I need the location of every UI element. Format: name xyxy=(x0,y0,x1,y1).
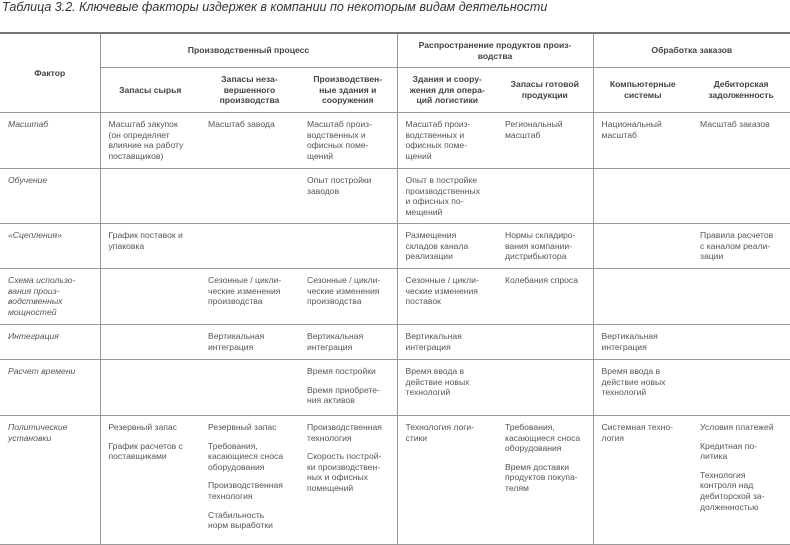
cell-paragraph: Время приобрете- ния активов xyxy=(307,384,380,406)
column-header: Компьютерные системы xyxy=(593,68,692,113)
table-row xyxy=(0,269,790,325)
table-cell xyxy=(397,169,497,224)
cell-paragraph: Резервный запас xyxy=(108,422,177,432)
factor-cell: Расчет времени xyxy=(0,360,100,416)
table-row xyxy=(0,325,790,360)
table-row xyxy=(0,416,790,545)
factor-cell: Схема использо- вания произ- водственных мощностей xyxy=(0,269,100,325)
table-cell xyxy=(692,269,790,325)
column-header: Здания и соору- жения для опера- ций логистики xyxy=(397,68,497,113)
table-cell xyxy=(497,224,593,269)
table-cell xyxy=(100,224,200,269)
table-cell xyxy=(299,325,397,360)
table-row xyxy=(0,224,790,269)
cell-paragraph: Производственная технология xyxy=(208,480,283,501)
cell-paragraph: График расчетов с поставщиками xyxy=(108,440,183,462)
table-cell xyxy=(497,416,593,545)
cell-paragraph: Опыт в постройке производственных и офисных по- мещений xyxy=(405,175,480,217)
cell-paragraph: Сезонные / цикли- ческие изменения производства xyxy=(208,275,282,307)
table-cell xyxy=(200,169,299,224)
cost-factors-table xyxy=(0,32,790,545)
table-cell xyxy=(593,224,692,269)
table-cell xyxy=(200,113,299,169)
cell-paragraph: Время доставки продуктов покупа- телям xyxy=(505,461,578,493)
table-cell xyxy=(100,416,200,545)
table-cell xyxy=(497,360,593,416)
cell-paragraph: Скорость построй- ки производствен- ных и офисных помещений xyxy=(307,451,382,493)
factor-header: Фактор xyxy=(0,33,100,113)
table-cell xyxy=(692,113,790,169)
table-cell xyxy=(200,360,299,416)
table-cell xyxy=(100,360,200,416)
cell-paragraph: Системная техно- логия xyxy=(601,422,674,443)
table-cell xyxy=(200,325,299,360)
cell-paragraph: Вертикальная интеграция xyxy=(208,331,265,352)
table-row xyxy=(0,169,790,224)
group-header-production: Производственный процесс xyxy=(100,33,397,68)
column-header: Дебиторская задолженность xyxy=(692,68,790,113)
column-header: Запасы готовой продукции xyxy=(497,68,593,113)
cell-paragraph: Масштаб произ- водственных и офисных поме- щений xyxy=(307,119,372,161)
cell-paragraph: Кредитная по- литика xyxy=(700,440,758,462)
table-cell xyxy=(397,269,497,325)
column-header-row xyxy=(0,68,790,113)
cell-paragraph: Масштаб закупок (он определяет влияние на работу поставщиков) xyxy=(108,119,184,161)
cell-paragraph: Технология контроля над дебиторской за- долженностью xyxy=(700,469,765,512)
column-header: Производствен- ные здания и сооружения xyxy=(299,68,397,113)
cell-paragraph: График поставок и упаковка xyxy=(108,230,183,251)
table-cell xyxy=(200,224,299,269)
cell-paragraph: Время ввода в действие новых технологий xyxy=(601,366,666,398)
group-header-row xyxy=(0,33,790,68)
cell-paragraph: Условия платежей xyxy=(700,422,774,432)
table-cell xyxy=(299,113,397,169)
cell-paragraph: Вертикальная интеграция xyxy=(405,331,462,352)
table-cell xyxy=(299,169,397,224)
cell-paragraph: Размещения складов канала реализации xyxy=(405,230,469,262)
table-cell xyxy=(593,113,692,169)
factor-cell: Масштаб xyxy=(0,113,100,169)
cell-paragraph: Правила расчетов с каналом реали- зации xyxy=(700,230,774,262)
table-cell xyxy=(497,269,593,325)
cell-paragraph: Требования, касающиеся сноса оборудования xyxy=(505,422,581,454)
table-cell xyxy=(299,360,397,416)
table-cell xyxy=(397,325,497,360)
table-cell xyxy=(692,224,790,269)
factor-cell: Политические установки xyxy=(0,416,100,545)
cell-paragraph: Национальный масштаб xyxy=(601,119,662,140)
table-cell xyxy=(299,224,397,269)
cell-paragraph: Резервный запас xyxy=(208,422,277,432)
cell-paragraph: Масштаб заказов xyxy=(700,119,770,129)
table-cell xyxy=(497,325,593,360)
table-cell xyxy=(593,169,692,224)
table-cell xyxy=(593,416,692,545)
cell-paragraph: Колебания спроса xyxy=(505,275,578,285)
cell-paragraph: Время постройки xyxy=(307,366,376,376)
cell-paragraph: Вертикальная интеграция xyxy=(307,331,364,352)
table-row xyxy=(0,113,790,169)
factor-cell: Интеграция xyxy=(0,325,100,360)
cell-paragraph: Сезонные / цикли- ческие изменения производства xyxy=(307,275,381,307)
table-cell xyxy=(397,360,497,416)
cell-paragraph: Опыт постройки заводов xyxy=(307,175,372,196)
table-cell xyxy=(497,113,593,169)
table-caption: Таблица 3.2. Ключевые факторы издержек в компании по некоторым видам деятельности xyxy=(2,0,548,14)
cell-paragraph: Нормы складиро- вания компании- дистрибьютора xyxy=(505,230,576,262)
table-cell xyxy=(200,416,299,545)
table-cell xyxy=(692,325,790,360)
cell-paragraph: Региональный масштаб xyxy=(505,119,563,140)
table-cell xyxy=(593,360,692,416)
factor-cell: Обучение xyxy=(0,169,100,224)
table-cell xyxy=(200,269,299,325)
cell-paragraph: Стабильность норм выработки xyxy=(208,509,273,531)
table-cell xyxy=(692,360,790,416)
cell-paragraph: Технология логи- стики xyxy=(405,422,475,443)
table-cell xyxy=(397,224,497,269)
cell-paragraph: Вертикальная интеграция xyxy=(601,331,658,352)
table-cell xyxy=(397,416,497,545)
cell-paragraph: Производственная технология xyxy=(307,422,382,443)
table-cell xyxy=(299,269,397,325)
factor-cell: «Сцепления» xyxy=(0,224,100,269)
column-header: Запасы неза- вершенного производства xyxy=(200,68,299,113)
table-cell xyxy=(100,269,200,325)
table-cell xyxy=(593,269,692,325)
table-cell xyxy=(100,113,200,169)
table-cell xyxy=(100,169,200,224)
cell-paragraph: Масштаб произ- водственных и офисных поме- щений xyxy=(405,119,471,161)
table-cell xyxy=(593,325,692,360)
table-cell xyxy=(692,169,790,224)
table-cell xyxy=(397,113,497,169)
cell-paragraph: Требования, касающиеся сноса оборудования xyxy=(208,440,284,472)
cell-paragraph: Сезонные / цикли- ческие изменения поставок xyxy=(405,275,479,307)
table-cell xyxy=(497,169,593,224)
cell-paragraph: Масштаб завода xyxy=(208,119,275,129)
group-header-order-processing: Обработка заказов xyxy=(593,33,790,68)
table-cell xyxy=(100,325,200,360)
column-header: Запасы сырья xyxy=(100,68,200,113)
table-cell xyxy=(692,416,790,545)
table-row xyxy=(0,360,790,416)
table-cell xyxy=(299,416,397,545)
cell-paragraph: Время ввода в действие новых технологий xyxy=(405,366,470,398)
group-header-distribution: Распространение продуктов произ- водства xyxy=(397,33,593,68)
